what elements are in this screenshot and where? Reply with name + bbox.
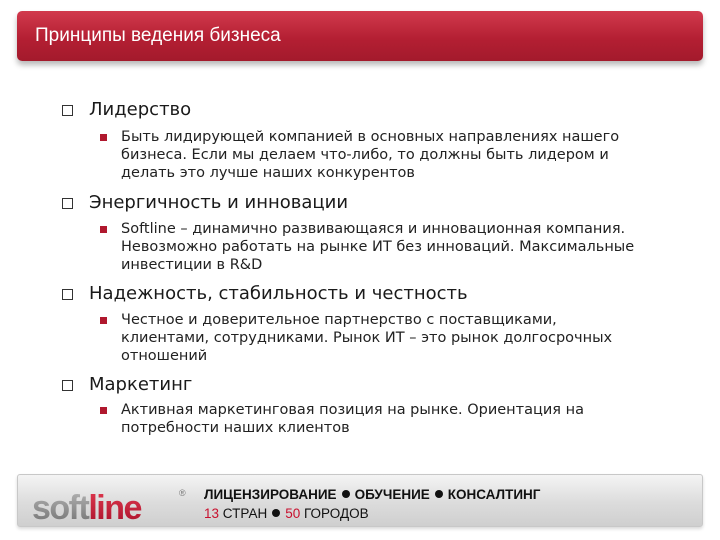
section-body (121, 128, 696, 182)
square-bullet-icon (100, 317, 107, 324)
section-body (121, 220, 696, 274)
body-line: Активная маркетинговая позиция на рынке. Ориентация на (121, 402, 584, 418)
checkbox-bullet-icon (62, 105, 73, 116)
cities-label: ГОРОДОВ (304, 506, 369, 521)
dot-separator-icon (272, 509, 280, 517)
service-consulting: КОНСАЛТИНГ (447, 487, 541, 502)
presence-line (204, 506, 369, 521)
dot-separator-icon (435, 490, 443, 498)
section-heading: Маркетинг (89, 374, 193, 395)
checkbox-bullet-icon (62, 198, 73, 209)
body-line: бизнеса. Если мы делаем что-либо, то должны быть лидером и (121, 147, 609, 163)
checkbox-bullet-icon (62, 289, 73, 300)
registered-mark: ® (179, 488, 186, 498)
footer-bar (17, 474, 703, 527)
section-body (121, 401, 696, 437)
body-line: отношений (121, 348, 208, 364)
section-heading: Лидерство (89, 99, 192, 120)
section-heading: Энергичность и инновации (89, 192, 349, 213)
body-line: делать это лучше наших конкурентов (121, 165, 415, 181)
slide-title: Принципы ведения бизнеса (35, 25, 281, 46)
body-line: клиентами, сотрудниками. Рынок ИТ – это рынок долгосрочных (121, 330, 613, 346)
logo-wordmark: softline (32, 489, 141, 525)
service-training: ОБУЧЕНИЕ (354, 487, 430, 502)
cities-count: 50 (285, 506, 301, 521)
square-bullet-icon (100, 226, 107, 233)
checkbox-bullet-icon (62, 380, 73, 391)
countries-count: 13 (204, 506, 220, 521)
services-line (204, 487, 540, 502)
body-line: инвестиции в R&D (121, 257, 263, 273)
service-licensing: ЛИЦЕНЗИРОВАНИЕ (204, 487, 337, 502)
square-bullet-icon (100, 134, 107, 141)
square-bullet-icon (100, 407, 107, 414)
countries-label: СТРАН (222, 506, 268, 521)
dot-separator-icon (342, 490, 350, 498)
softline-logo (32, 485, 192, 525)
section-heading: Надежность, стабильность и честность (89, 283, 468, 304)
body-line: потребности наших клиентов (121, 420, 350, 436)
body-line: Быть лидирующей компанией в основных направлениях нашего (121, 129, 620, 145)
body-line: Softline – динамично развивающаяся и инновационная компания. (121, 221, 626, 237)
body-line: Невозможно работать на рынке ИТ без инноваций. Максимальные (121, 239, 635, 255)
body-line: Честное и доверительное партнерство с поставщиками, (121, 312, 557, 328)
section-body (121, 311, 696, 365)
